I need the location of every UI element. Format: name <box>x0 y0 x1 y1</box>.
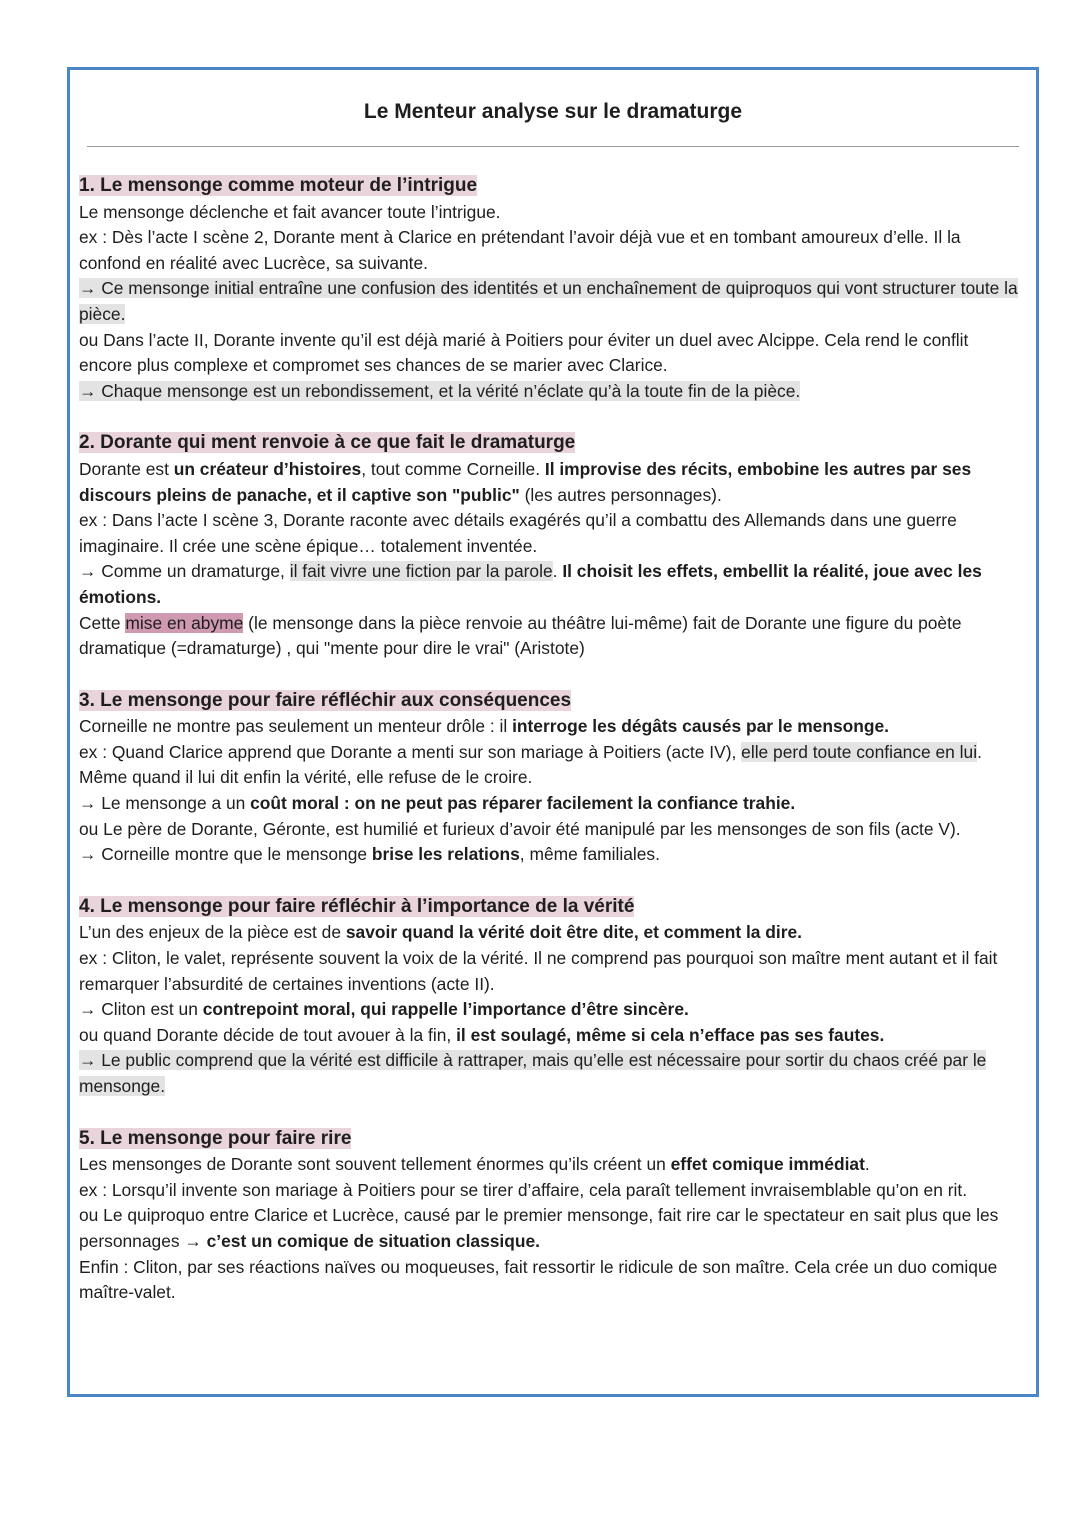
text-run: , tout comme Corneille. <box>361 458 545 479</box>
text-run: → Cliton est un <box>79 999 203 1020</box>
highlighted-text: mise en abyme <box>125 612 244 633</box>
text-run: . <box>864 1154 870 1175</box>
section-heading <box>79 1126 1022 1152</box>
section-heading-text: 4. Le mensonge pour faire réfléchir à l’importance de la vérité <box>79 895 635 917</box>
section-3 <box>79 688 1022 868</box>
text-run: → Le mensonge a un <box>79 793 251 814</box>
text-run: . <box>552 561 563 582</box>
paragraph-line <box>79 1048 1022 1099</box>
bold-text: contrepoint moral, qui rappelle l’importance d’être sincère. <box>202 999 689 1020</box>
paragraph-line <box>79 714 1022 740</box>
bold-text: coût moral : on ne peut pas réparer facilement la confiance trahie. <box>250 793 796 814</box>
text-run: Les mensonges de Dorante sont souvent tellement énormes qu’ils créent un <box>79 1154 671 1175</box>
highlighted-text: → Ce mensonge initial entraîne une confusion des identités et un enchaînement de quiproquos qui vont structurer toute la pièce. <box>79 278 1018 324</box>
highlighted-text: elle perd toute confiance en lui <box>741 741 978 762</box>
bold-text: brise les relations <box>371 844 520 865</box>
bold-text: un créateur d’histoires <box>173 458 362 479</box>
text-run: → Comme un dramaturge, <box>79 561 290 582</box>
section-heading <box>79 688 1022 714</box>
text-run: ou Le quiproquo entre Clarice et Lucrèce, causé par le premier mensonge, fait rire car le spectateur en sait plus que les personnages <box>79 1205 999 1251</box>
bold-text: il est soulagé, même si cela n’efface pas ses fautes. <box>456 1024 885 1045</box>
text-run: Le mensonge déclenche et fait avancer toute l’intrigue. <box>79 201 501 222</box>
document-body <box>79 173 1022 1332</box>
bold-text: Il improvise des récits, embobine les autres par ses discours pleins de panache, et il captive son "public" <box>79 458 972 505</box>
text-run: ou quand Dorante décide de tout avouer à la fin, <box>79 1024 457 1045</box>
paragraph-line <box>79 1255 1022 1306</box>
text-run: ex : Lorsqu’il invente son mariage à Poitiers pour se tirer d’affaire, cela paraît tellement invraisemblable qu’on en rit. <box>79 1179 968 1200</box>
text-run: . Même quand il lui dit enfin la vérité, elle refuse de le croire. <box>79 741 982 788</box>
text-run: (les autres personnages). <box>519 484 722 505</box>
paragraph-line <box>79 1152 1022 1178</box>
paragraph-line <box>79 946 1022 997</box>
paragraph-line <box>79 276 1022 327</box>
section-heading-text: 1. Le mensonge comme moteur de l’intrigue <box>79 175 478 196</box>
bold-text: effet comique immédiat <box>670 1154 865 1175</box>
section-2 <box>79 430 1022 661</box>
text-run: Dorante est <box>79 458 174 479</box>
text-run: ou Dans l’acte II, Dorante invente qu’il est déjà marié à Poitiers pour éviter un duel avec Alcippe. Cela rend le conflit encore plus complexe et compromet ses chances de se marier avec Clarice. <box>79 329 969 376</box>
text-run: → Corneille montre que le mensonge <box>79 844 372 865</box>
text-run: (le mensonge dans la pièce renvoie au théâtre lui-même) fait de Dorante une figure du poète dramatique (=dramaturge) , qui "mente pour dire le vrai" (Aristote) <box>79 612 962 659</box>
text-run: L’un des enjeux de la pièce est de <box>79 922 346 943</box>
section-heading <box>79 173 1022 199</box>
paragraph-line <box>79 920 1022 946</box>
bold-text: interroge les dégâts causés par le mensonge. <box>512 716 890 737</box>
bold-text: Il choisit les effets, embellit la réalité, joue avec les émotions. <box>79 561 982 607</box>
section-heading <box>79 894 1022 920</box>
paragraph-line <box>79 817 1022 843</box>
section-5 <box>79 1126 1022 1306</box>
section-1 <box>79 173 1022 404</box>
paragraph-line <box>79 379 1022 405</box>
paragraph-line <box>79 997 1022 1023</box>
text-run: Cette <box>79 612 126 633</box>
bold-text: → c’est un comique de situation classique. <box>184 1230 541 1251</box>
section-heading-text: 3. Le mensonge pour faire réfléchir aux conséquences <box>79 689 572 711</box>
paragraph-line <box>79 1023 1022 1049</box>
text-run: Corneille ne montre pas seulement un menteur drôle : il <box>79 716 513 737</box>
document-title: Le Menteur analyse sur le dramaturge <box>363 100 743 123</box>
paragraph-line <box>79 611 1022 662</box>
paragraph-line <box>79 225 1022 276</box>
paragraph-line <box>79 508 1022 559</box>
text-run: , même familiales. <box>519 844 660 865</box>
text-run: ou Le père de Dorante, Géronte, est humilié et furieux d’avoir été manipulé par les mensonges de son fils (acte V). <box>79 818 961 839</box>
paragraph-line <box>79 559 1022 610</box>
paragraph-line <box>79 200 1022 226</box>
text-run: ex : Cliton, le valet, représente souvent la voix de la vérité. Il ne comprend pas pourquoi son maître ment autant et il fait remarquer l’absurdité de certaines inventions (acte II). <box>79 948 998 994</box>
bold-text: savoir quand la vérité doit être dite, et comment la dire. <box>345 922 803 943</box>
paragraph-line <box>79 1178 1022 1204</box>
title-divider <box>87 146 1019 147</box>
text-run: ex : Dès l’acte I scène 2, Dorante ment à Clarice en prétendant l’avoir déjà vue et en tombant amoureux d’elle. Il la confond en réalité avec Lucrèce, sa suivante. <box>79 227 961 273</box>
section-heading-text: 2. Dorante qui ment renvoie à ce que fait le dramaturge <box>79 432 576 454</box>
section-heading <box>79 430 1022 456</box>
document-frame <box>67 67 1039 1397</box>
highlighted-text: → Chaque mensonge est un rebondissement, et la vérité n’éclate qu’à la toute fin de la pièce. <box>79 380 801 401</box>
section-heading-text: 5. Le mensonge pour faire rire <box>79 1127 352 1149</box>
paragraph-line <box>79 1203 1022 1254</box>
highlighted-text: → Le public comprend que la vérité est difficile à rattraper, mais qu’elle est nécessaire pour sortir du chaos créé par le mensonge. <box>79 1050 987 1096</box>
text-run: ex : Dans l’acte I scène 3, Dorante raconte avec détails exagérés qu’il a combattu des Allemands dans une guerre imaginaire. Il crée une scène épique… totalement inventée. <box>79 510 957 556</box>
paragraph-line <box>79 328 1022 379</box>
paragraph-line <box>79 740 1022 791</box>
text-run: Enfin : Cliton, par ses réactions naïves ou moqueuses, fait ressortir le ridicule de son maître. Cela crée un duo comique maître-valet. <box>79 1256 998 1303</box>
paragraph-line <box>79 791 1022 817</box>
highlighted-text: il fait vivre une fiction par la parole <box>289 561 553 582</box>
paragraph-line <box>79 457 1022 508</box>
paragraph-line <box>79 842 1022 868</box>
section-4 <box>79 894 1022 1100</box>
text-run: ex : Quand Clarice apprend que Dorante a menti sur son mariage à Poitiers (acte IV), <box>79 741 742 762</box>
